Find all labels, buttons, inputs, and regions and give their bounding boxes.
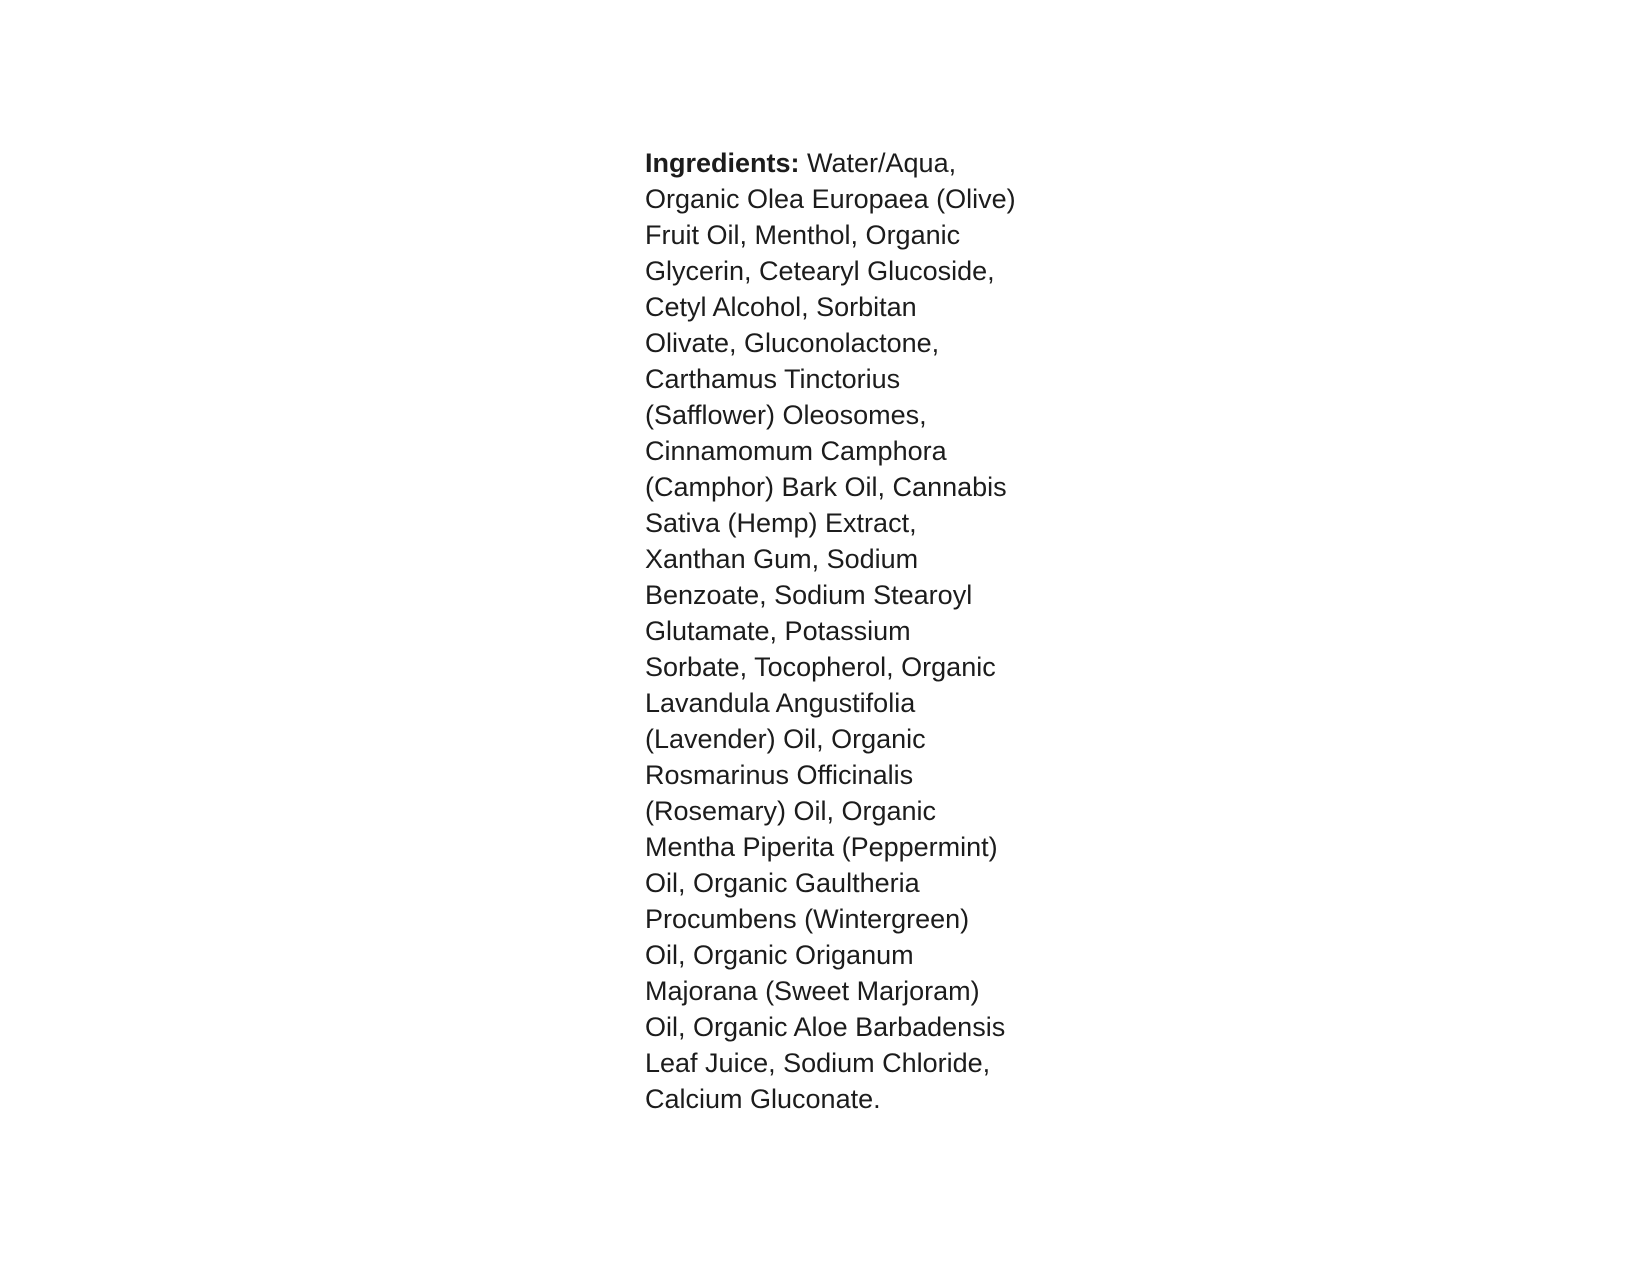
- ingredients-line: Glutamate, Potassium: [645, 616, 911, 646]
- ingredients-line: Xanthan Gum, Sodium: [645, 544, 919, 574]
- ingredients-label: Ingredients:: [645, 148, 800, 178]
- ingredients-first-line-text: Water/Aqua,: [799, 148, 957, 178]
- ingredients-line: Organic Olea Europaea (Olive): [645, 184, 1016, 214]
- ingredients-line: Lavandula Angustifolia: [645, 688, 916, 718]
- ingredients-line: Glycerin, Cetearyl Glucoside,: [645, 256, 995, 286]
- ingredients-line: Calcium Gluconate.: [645, 1084, 881, 1114]
- ingredients-line: Cinnamomum Camphora: [645, 436, 947, 466]
- ingredients-line: Oil, Organic Origanum: [645, 940, 914, 970]
- ingredients-line: Oil, Organic Gaultheria: [645, 868, 920, 898]
- ingredients-line: (Camphor) Bark Oil, Cannabis: [645, 472, 1007, 502]
- ingredients-line: Procumbens (Wintergreen): [645, 904, 970, 934]
- ingredients-line: (Lavender) Oil, Organic: [645, 724, 926, 754]
- ingredients-line: Leaf Juice, Sodium Chloride,: [645, 1048, 991, 1078]
- ingredients-line: Sorbate, Tocopherol, Organic: [645, 652, 996, 682]
- ingredients-line: Oil, Organic Aloe Barbadensis: [645, 1012, 1006, 1042]
- ingredients-first-line: [645, 145, 1065, 181]
- ingredients-line: (Rosemary) Oil, Organic: [645, 796, 937, 826]
- ingredients-list: [645, 145, 1065, 1117]
- ingredients-line: (Safflower) Oleosomes,: [645, 400, 927, 430]
- ingredients-line: Fruit Oil, Menthol, Organic: [645, 220, 961, 250]
- ingredients-line: Rosmarinus Officinalis: [645, 760, 914, 790]
- ingredients-line: Cetyl Alcohol, Sorbitan: [645, 292, 917, 322]
- ingredients-line: Sativa (Hemp) Extract,: [645, 508, 917, 538]
- ingredients-line: Olivate, Gluconolactone,: [645, 328, 940, 358]
- ingredients-line: Benzoate, Sodium Stearoyl: [645, 580, 973, 610]
- ingredients-line: Majorana (Sweet Marjoram): [645, 976, 980, 1006]
- ingredients-line: Carthamus Tinctorius: [645, 364, 901, 394]
- ingredients-line: Mentha Piperita (Peppermint): [645, 832, 998, 862]
